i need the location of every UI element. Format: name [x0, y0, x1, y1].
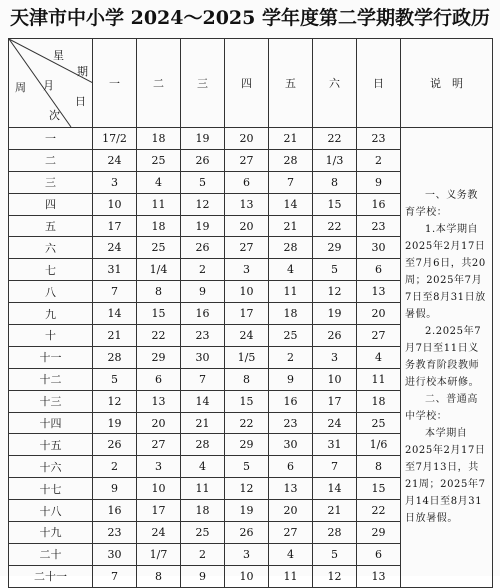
week-number-cell: 十一 — [9, 346, 93, 368]
date-cell: 23 — [181, 325, 225, 347]
week-number-cell: 九 — [9, 303, 93, 325]
page-title: 天津市中小学 2024～2025 学年度第二学期教学行政历 — [10, 7, 490, 29]
date-cell: 6 — [137, 368, 181, 390]
date-cell: 22 — [357, 500, 401, 522]
date-cell: 14 — [93, 303, 137, 325]
date-cell: 14 — [181, 390, 225, 412]
date-cell: 18 — [269, 303, 313, 325]
date-cell: 26 — [181, 149, 225, 171]
date-cell: 16 — [269, 390, 313, 412]
date-cell: 30 — [181, 346, 225, 368]
date-cell: 7 — [269, 171, 313, 193]
date-cell: 4 — [269, 543, 313, 565]
date-cell: 21 — [313, 500, 357, 522]
date-cell: 3 — [313, 346, 357, 368]
week-number-cell: 四 — [9, 193, 93, 215]
date-cell: 30 — [93, 543, 137, 565]
corner-label-yue: 月 — [43, 79, 54, 92]
week-number-cell: 二 — [9, 149, 93, 171]
date-cell: 3 — [225, 259, 269, 281]
date-cell: 29 — [357, 522, 401, 544]
date-cell: 22 — [313, 215, 357, 237]
date-cell: 26 — [313, 325, 357, 347]
date-cell: 5 — [313, 543, 357, 565]
week-number-cell: 二十 — [9, 543, 93, 565]
week-number-cell: 十四 — [9, 412, 93, 434]
day-header-tue: 二 — [137, 39, 181, 128]
date-cell: 25 — [357, 412, 401, 434]
week-number-cell: 十三 — [9, 390, 93, 412]
date-cell: 5 — [181, 171, 225, 193]
date-cell: 9 — [181, 281, 225, 303]
date-cell: 8 — [137, 565, 181, 587]
notes-cell — [401, 128, 493, 588]
date-cell: 25 — [137, 149, 181, 171]
date-cell: 10 — [137, 478, 181, 500]
date-cell: 19 — [313, 303, 357, 325]
date-cell: 6 — [357, 259, 401, 281]
week-number-cell: 十五 — [9, 434, 93, 456]
date-cell: 21 — [181, 412, 225, 434]
date-cell: 1/4 — [137, 259, 181, 281]
week-number-cell: 六 — [9, 237, 93, 259]
date-cell: 21 — [93, 325, 137, 347]
date-cell: 23 — [93, 522, 137, 544]
date-cell: 28 — [269, 149, 313, 171]
date-cell: 2 — [357, 149, 401, 171]
date-cell: 26 — [181, 237, 225, 259]
date-cell: 12 — [313, 281, 357, 303]
date-cell: 12 — [181, 193, 225, 215]
week-number-cell: 十 — [9, 325, 93, 347]
date-cell: 1/5 — [225, 346, 269, 368]
corner-label-qi: 期 — [77, 65, 88, 78]
date-cell: 13 — [357, 281, 401, 303]
date-cell: 16 — [357, 193, 401, 215]
date-cell: 9 — [93, 478, 137, 500]
notes-paragraph: 本学期自2025年2月17日至7月13日，共21周；2025年7月14日至8月31日放暑假。 — [405, 428, 486, 525]
date-cell: 15 — [137, 303, 181, 325]
date-cell: 8 — [137, 281, 181, 303]
week-number-cell: 二十一 — [9, 565, 93, 587]
date-cell: 8 — [357, 456, 401, 478]
date-cell: 17 — [93, 215, 137, 237]
date-cell: 31 — [93, 259, 137, 281]
date-cell: 26 — [225, 522, 269, 544]
date-cell: 6 — [225, 171, 269, 193]
week-number-cell: 十九 — [9, 522, 93, 544]
date-cell: 4 — [137, 171, 181, 193]
week-number-cell: 五 — [9, 215, 93, 237]
date-cell: 19 — [181, 128, 225, 150]
day-header-mon: 一 — [93, 39, 137, 128]
day-header-fri: 五 — [269, 39, 313, 128]
date-cell: 14 — [313, 478, 357, 500]
date-cell: 28 — [269, 237, 313, 259]
date-cell: 20 — [225, 215, 269, 237]
date-cell: 10 — [225, 281, 269, 303]
date-cell: 23 — [357, 128, 401, 150]
notes-paragraph: 二、普通高中学校： — [405, 394, 478, 423]
date-cell: 2 — [93, 456, 137, 478]
date-cell: 25 — [137, 237, 181, 259]
date-cell: 19 — [181, 215, 225, 237]
date-cell: 11 — [269, 565, 313, 587]
date-cell: 23 — [269, 412, 313, 434]
date-cell: 29 — [225, 434, 269, 456]
notes-paragraph: 一、义务教育学校： — [405, 190, 478, 219]
day-header-thu: 四 — [225, 39, 269, 128]
week-number-cell: 十八 — [9, 500, 93, 522]
corner-label-zhou: 周 — [15, 81, 26, 94]
date-cell: 16 — [93, 500, 137, 522]
date-cell: 24 — [93, 237, 137, 259]
week-number-cell: 七 — [9, 259, 93, 281]
date-cell: 20 — [357, 303, 401, 325]
date-cell: 30 — [269, 434, 313, 456]
date-cell: 5 — [225, 456, 269, 478]
date-cell: 20 — [137, 412, 181, 434]
date-cell: 27 — [225, 237, 269, 259]
week-number-cell: 十二 — [9, 368, 93, 390]
date-cell: 11 — [357, 368, 401, 390]
date-cell: 9 — [269, 368, 313, 390]
date-cell: 24 — [137, 522, 181, 544]
date-cell: 4 — [357, 346, 401, 368]
week-number-cell: 三 — [9, 171, 93, 193]
date-cell: 28 — [93, 346, 137, 368]
date-cell: 18 — [137, 215, 181, 237]
date-cell: 1/6 — [357, 434, 401, 456]
date-cell: 11 — [181, 478, 225, 500]
week-number-cell: 八 — [9, 281, 93, 303]
date-cell: 19 — [225, 500, 269, 522]
date-cell: 20 — [225, 128, 269, 150]
date-cell: 18 — [137, 128, 181, 150]
date-cell: 11 — [269, 281, 313, 303]
date-cell: 28 — [181, 434, 225, 456]
date-cell: 28 — [313, 522, 357, 544]
date-cell: 7 — [93, 281, 137, 303]
date-cell: 18 — [181, 500, 225, 522]
date-cell: 23 — [357, 215, 401, 237]
date-cell: 27 — [225, 149, 269, 171]
date-cell: 25 — [269, 325, 313, 347]
day-header-sun: 日 — [357, 39, 401, 128]
date-cell: 29 — [313, 237, 357, 259]
corner-label-xing: 星 — [53, 49, 64, 62]
date-cell: 7 — [181, 368, 225, 390]
week-row — [9, 128, 493, 150]
date-cell: 19 — [93, 412, 137, 434]
date-cell: 2 — [269, 346, 313, 368]
date-cell: 5 — [93, 368, 137, 390]
date-cell: 7 — [93, 565, 137, 587]
date-cell: 17 — [313, 390, 357, 412]
date-cell: 3 — [93, 171, 137, 193]
date-cell: 15 — [225, 390, 269, 412]
date-cell: 5 — [313, 259, 357, 281]
date-cell: 6 — [269, 456, 313, 478]
date-cell: 4 — [181, 456, 225, 478]
date-cell: 30 — [357, 237, 401, 259]
corner-header-cell — [9, 39, 93, 128]
date-cell: 13 — [269, 478, 313, 500]
date-cell: 4 — [269, 259, 313, 281]
date-cell: 10 — [225, 565, 269, 587]
date-cell: 21 — [269, 128, 313, 150]
notes-header: 说 明 — [401, 39, 493, 128]
date-cell: 21 — [269, 215, 313, 237]
date-cell: 24 — [313, 412, 357, 434]
date-cell: 8 — [225, 368, 269, 390]
date-cell: 1/3 — [313, 149, 357, 171]
date-cell: 3 — [225, 543, 269, 565]
date-cell: 11 — [137, 193, 181, 215]
date-cell: 31 — [313, 434, 357, 456]
date-cell: 16 — [181, 303, 225, 325]
date-cell: 6 — [357, 543, 401, 565]
date-cell: 1/7 — [137, 543, 181, 565]
date-cell: 12 — [93, 390, 137, 412]
calendar-table — [8, 38, 493, 588]
date-cell: 7 — [313, 456, 357, 478]
date-cell: 27 — [137, 434, 181, 456]
notes-paragraph: 1.本学期自2025年2月17日至7月6日，共20周；2025年7月7日至8月31日放暑假。 — [405, 224, 486, 321]
date-cell: 12 — [313, 565, 357, 587]
date-cell: 2 — [181, 543, 225, 565]
date-cell: 13 — [137, 390, 181, 412]
date-cell: 17/2 — [93, 128, 137, 150]
date-cell: 10 — [313, 368, 357, 390]
date-cell: 25 — [181, 522, 225, 544]
week-number-cell: 一 — [9, 128, 93, 150]
date-cell: 9 — [181, 565, 225, 587]
date-cell: 27 — [269, 522, 313, 544]
date-cell: 10 — [93, 193, 137, 215]
date-cell: 17 — [137, 500, 181, 522]
date-cell: 12 — [225, 478, 269, 500]
date-cell: 15 — [357, 478, 401, 500]
date-cell: 22 — [313, 128, 357, 150]
date-cell: 22 — [225, 412, 269, 434]
notes-paragraph: 2.2025年7月7日至11日义务教育阶段教师进行校本研修。 — [405, 326, 482, 389]
week-number-cell: 十六 — [9, 456, 93, 478]
date-cell: 26 — [93, 434, 137, 456]
date-cell: 22 — [137, 325, 181, 347]
corner-label-ci: 次 — [49, 109, 60, 122]
date-cell: 27 — [357, 325, 401, 347]
date-cell: 2 — [181, 259, 225, 281]
week-number-cell: 十七 — [9, 478, 93, 500]
date-cell: 3 — [137, 456, 181, 478]
date-cell: 15 — [313, 193, 357, 215]
date-cell: 29 — [137, 346, 181, 368]
date-cell: 17 — [225, 303, 269, 325]
date-cell: 9 — [357, 171, 401, 193]
day-header-sat: 六 — [313, 39, 357, 128]
date-cell: 13 — [225, 193, 269, 215]
date-cell: 18 — [357, 390, 401, 412]
day-header-wed: 三 — [181, 39, 225, 128]
header-row — [9, 39, 493, 128]
date-cell: 20 — [269, 500, 313, 522]
date-cell: 24 — [225, 325, 269, 347]
date-cell: 14 — [269, 193, 313, 215]
date-cell: 13 — [357, 565, 401, 587]
date-cell: 24 — [93, 149, 137, 171]
corner-label-ri: 日 — [75, 95, 86, 108]
date-cell: 8 — [313, 171, 357, 193]
